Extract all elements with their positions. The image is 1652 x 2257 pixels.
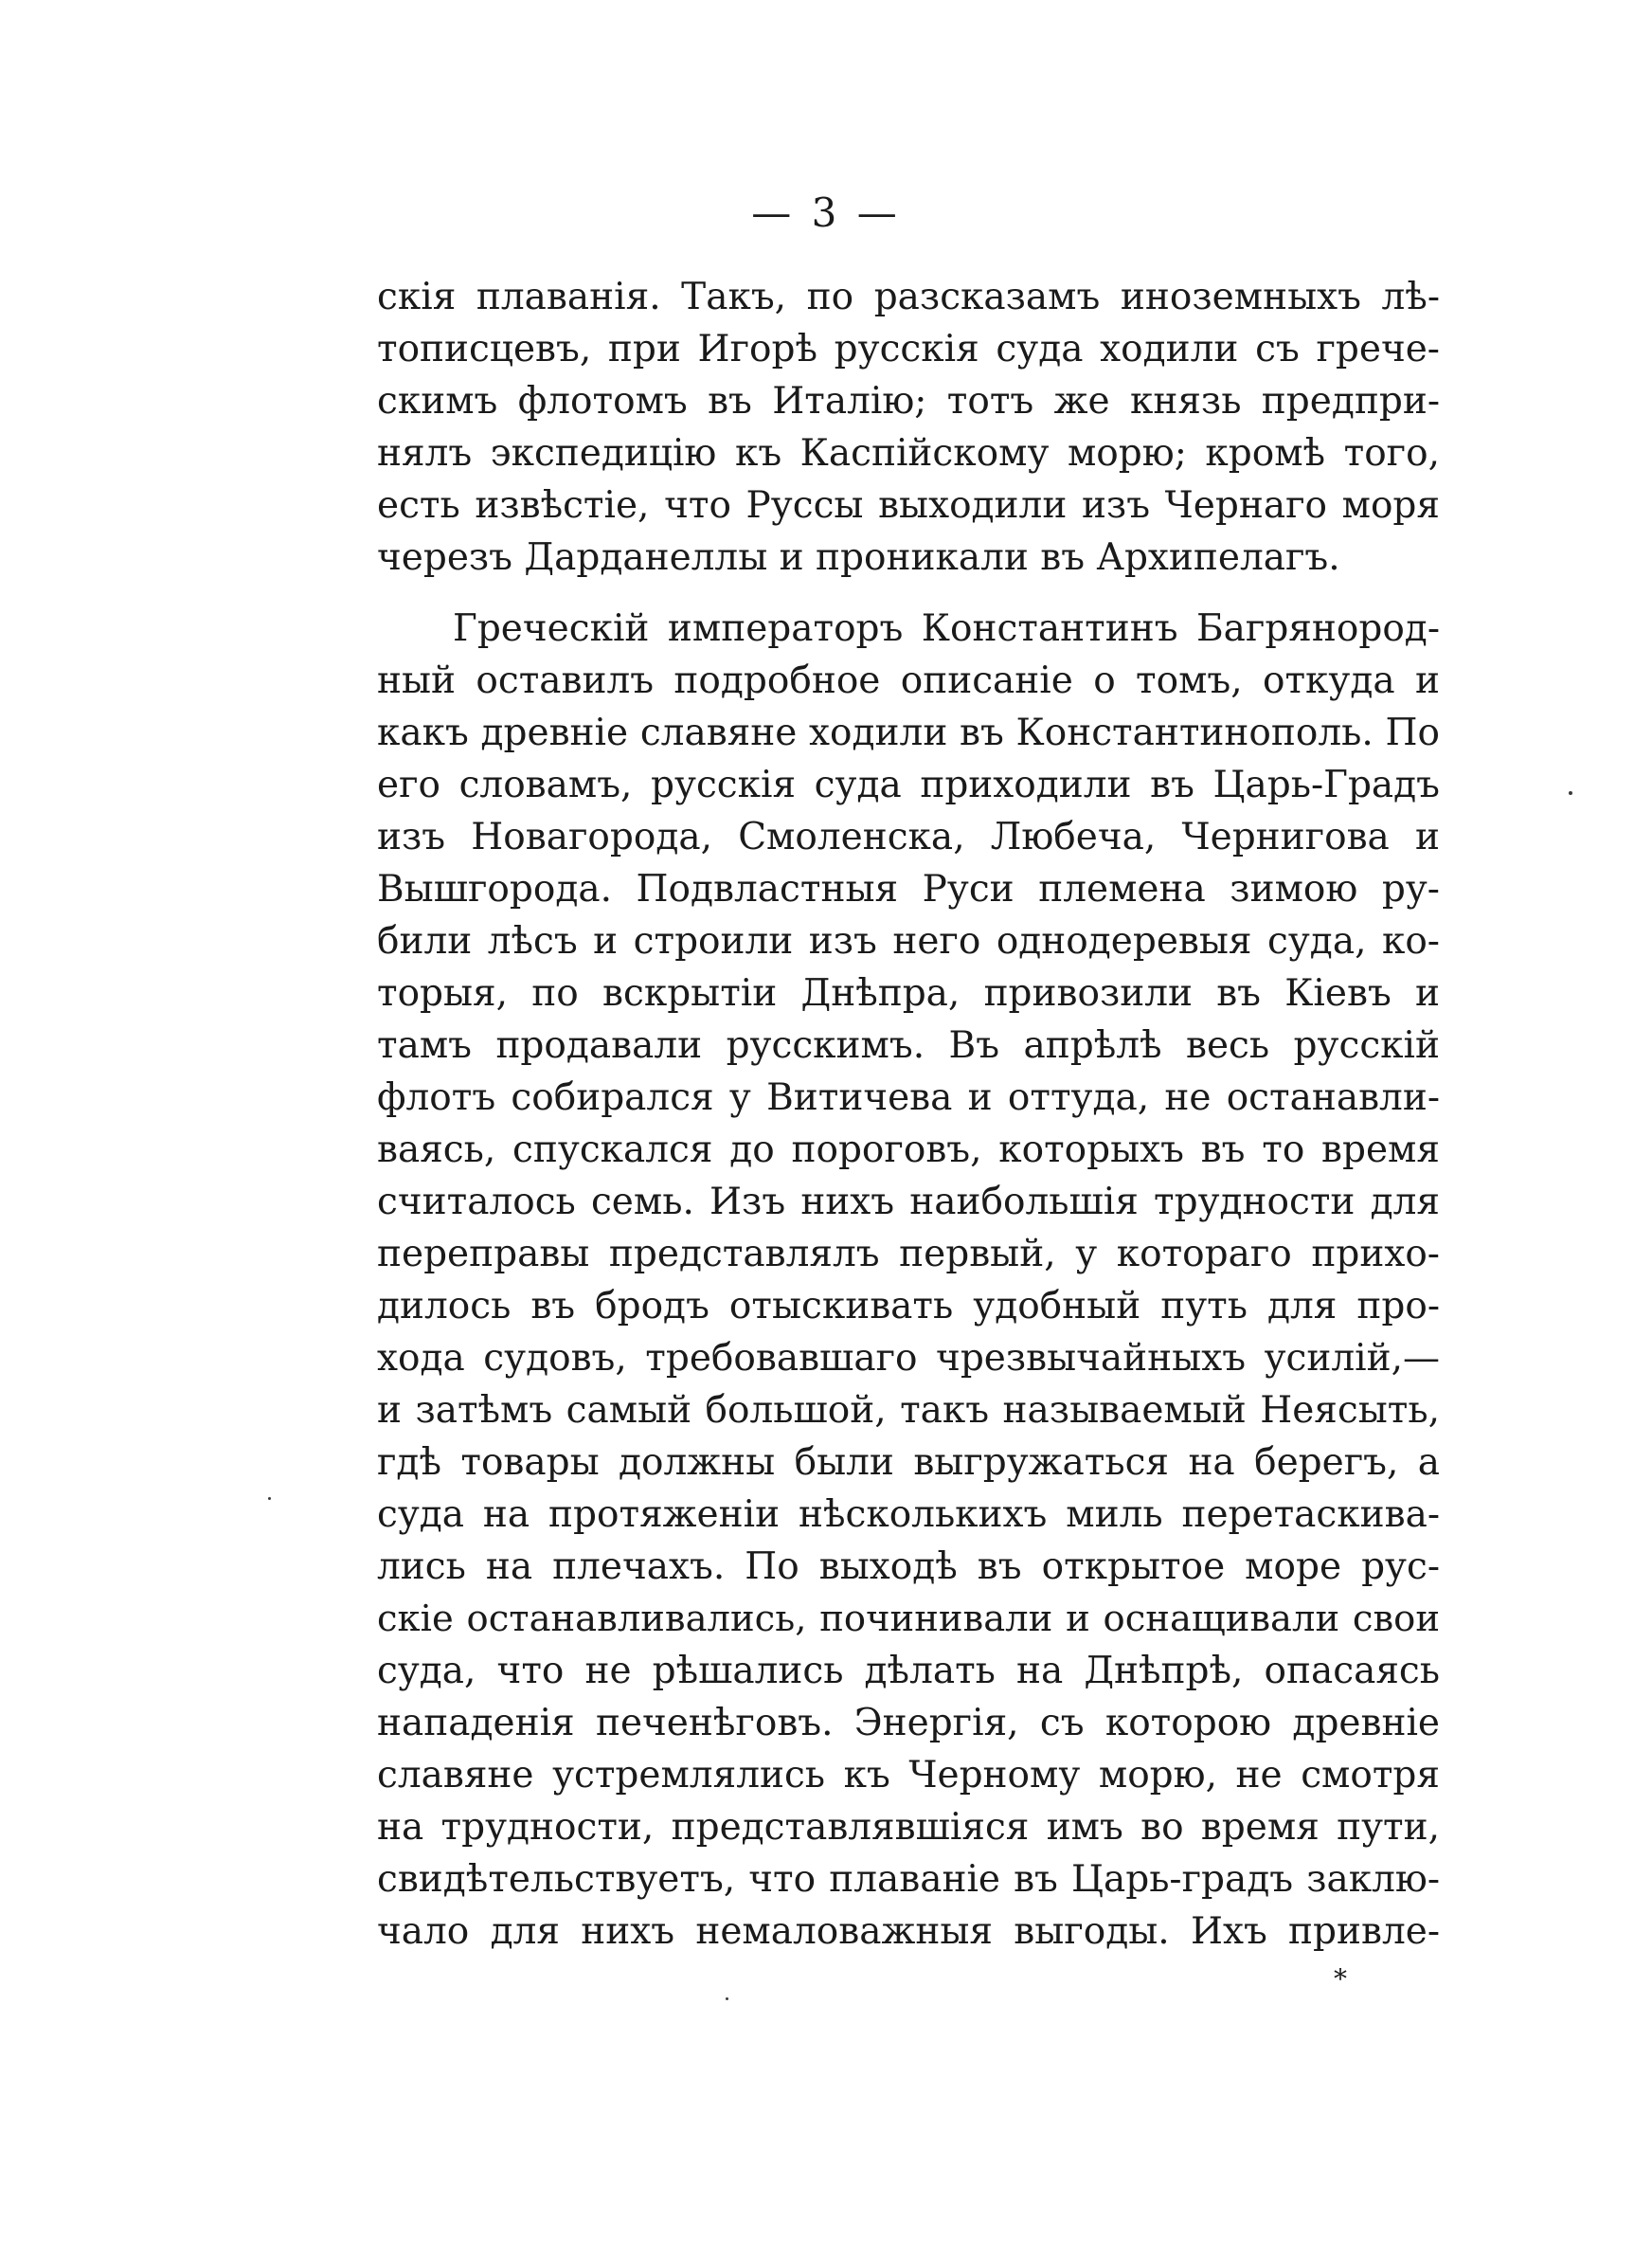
text-line: чало для нихъ немаловажныя выгоды. Ихъ привле- <box>377 1910 1440 1953</box>
text-line: хода судовъ, требовавшаго чрезвычайныхъ усилій,— <box>377 1337 1440 1380</box>
margin-speck <box>1569 791 1572 795</box>
text-line: тописцевъ, при Игорѣ русскія суда ходили съ грече- <box>377 328 1440 370</box>
text-line: били лѣсъ и строили изъ него однодеревыя суда, ко- <box>377 920 1440 963</box>
text-line: суда на протяженіи нѣсколькихъ миль перетаскива- <box>377 1493 1440 1536</box>
body-text <box>377 271 1440 1958</box>
text-line: тамъ продавали русскимъ. Въ апрѣлѣ весь русскій <box>377 1024 1440 1067</box>
margin-speck <box>268 1497 271 1500</box>
footnote-mark: * <box>1334 1963 1347 1995</box>
paragraph-1 <box>377 271 1440 584</box>
paragraph-2 <box>377 603 1440 1958</box>
text-line: черезъ Дарданеллы и проникали въ Архипелагъ. <box>377 536 1340 579</box>
text-line: славяне устремлялись къ Черному морю, не смотря <box>377 1754 1440 1797</box>
text-line: есть извѣстіе, что Руссы выходили изъ Чернаго моря <box>377 484 1440 527</box>
page-number: — 3 — <box>751 190 901 236</box>
margin-speck <box>726 1997 728 2000</box>
text-line: дилось въ бродъ отыскивать удобный путь для про- <box>377 1285 1440 1327</box>
text-line: гдѣ товары должны были выгружаться на берегъ, а <box>377 1441 1440 1484</box>
text-line: лись на плечахъ. По выходѣ въ открытое море рус- <box>377 1545 1440 1588</box>
text-line: скіе останавливались, починивали и оснащивали свои <box>377 1598 1440 1640</box>
text-line: какъ древніе славяне ходили въ Константинополь. По <box>377 712 1440 754</box>
text-line: Греческій императоръ Константинъ Багрянород- <box>453 607 1440 650</box>
text-line: нялъ экспедицію къ Каспійскому морю; кромѣ того, <box>377 432 1440 475</box>
text-line: ваясь, спускался до пороговъ, которыхъ въ то время <box>377 1128 1440 1171</box>
text-line: ный оставилъ подробное описаніе о томъ, откуда и <box>377 659 1440 702</box>
text-line: считалось семь. Изъ нихъ наибольшія трудности для <box>377 1181 1440 1223</box>
text-line: свидѣтельствуетъ, что плаваніе въ Царь-градъ заклю- <box>377 1858 1440 1901</box>
text-line: и затѣмъ самый большой, такъ называемый Неясыть, <box>377 1389 1440 1432</box>
text-line: нападенія печенѣговъ. Энергія, съ которою древніе <box>377 1702 1440 1744</box>
text-line: изъ Новагорода, Смоленска, Любеча, Чернигова и <box>377 816 1440 858</box>
text-line: переправы представлялъ первый, у котораго прихо- <box>377 1233 1440 1275</box>
text-line: торыя, по вскрытіи Днѣпра, привозили въ Кіевъ и <box>377 972 1440 1015</box>
text-line: скимъ флотомъ въ Италію; тотъ же князь предпри- <box>377 380 1440 423</box>
text-line: на трудности, представлявшіяся имъ во время пути, <box>377 1806 1440 1849</box>
text-line: флотъ собирался у Витичева и оттуда, не останавли- <box>377 1076 1440 1119</box>
text-line: скія плаванія. Такъ, по разсказамъ иноземныхъ лѣ- <box>377 276 1440 318</box>
text-line: Вышгорода. Подвластныя Руси племена зимою ру- <box>377 868 1440 911</box>
text-line: его словамъ, русскія суда приходили въ Царь-Градъ <box>377 764 1440 806</box>
text-line: суда, что не рѣшались дѣлать на Днѣпрѣ, опасаясь <box>377 1650 1440 1692</box>
